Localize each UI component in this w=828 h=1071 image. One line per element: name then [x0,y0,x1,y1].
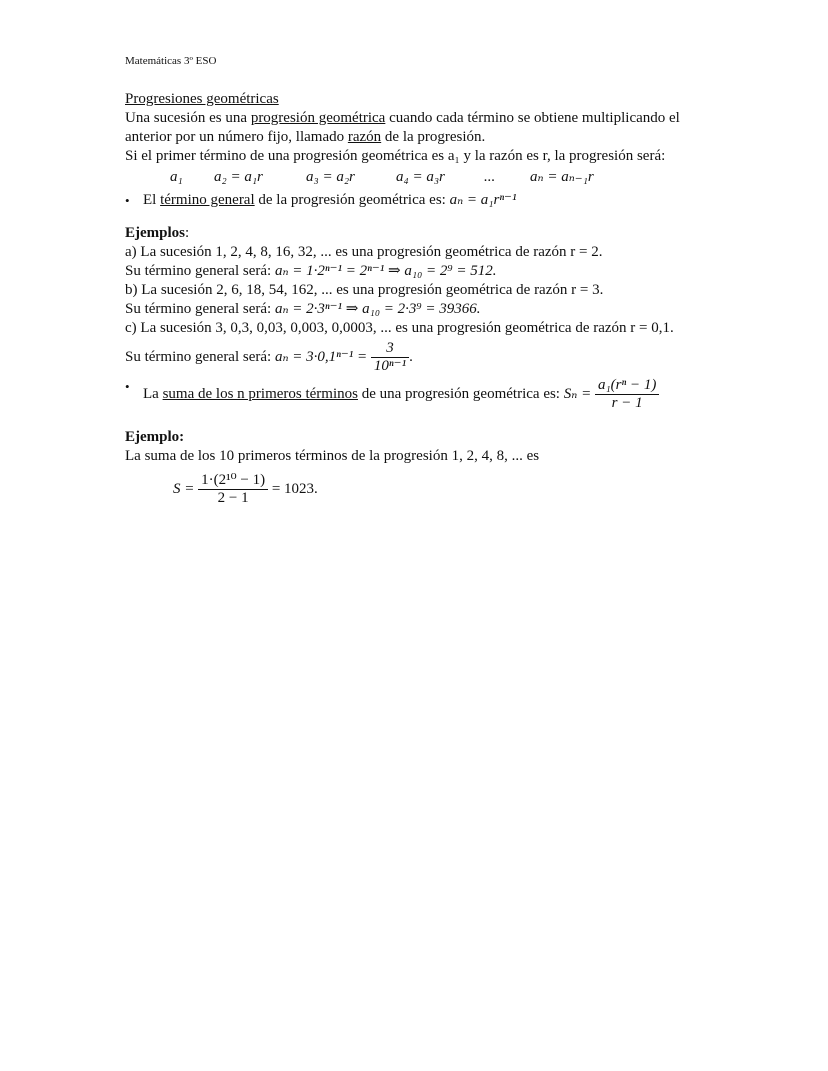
example-a-line: a) La sucesión 1, 2, 4, 8, 16, 32, ... es una progresión geométrica de razón r = 2. [125,244,603,260]
page-header: Matemáticas 3º ESO [125,55,217,67]
sequence-term: aₙ = aₙ₋₁r [530,169,594,185]
intro-text: anterior por un número fijo, llamado [125,129,348,145]
example2-line: La suma de los 10 primeros términos de la progresión 1, 2, 4, 8, ... es [125,448,540,464]
example-c-fraction [371,340,409,375]
term-label: Su término general será: [125,301,275,317]
sequence-term: a₁ [170,169,183,185]
example-b-formula: aₙ = 2·3ⁿ⁻¹ ⇒ a₁₀ = 2·3⁹ = 39366. [274,301,481,317]
sequence-term: a₄ = a₃r [396,169,445,185]
fraction-numerator: a₁(rⁿ − 1) [595,377,659,395]
section-title: Progresiones geométricas [125,91,279,107]
example2-heading [125,428,705,447]
fraction-numerator: 1·(2¹⁰ − 1) [198,472,268,490]
sequence-row [125,168,705,187]
sum-fraction [595,377,659,412]
intro-text: de la progresión. [381,129,486,145]
bullet-text: El [143,192,161,208]
intro-line-2 [125,128,705,147]
general-term-formula: aₙ = a₁rⁿ⁻¹ [449,192,517,208]
example2-title: Ejemplo: [125,429,185,445]
bullet-text: de una progresión geométrica es: [357,385,564,402]
intro-text: cuando cada término se obtiene multiplicando el [385,110,680,126]
example-b-term [125,300,705,319]
example-c-formula: aₙ = 3·0,1ⁿ⁻¹ = [274,348,368,365]
bullet-text: La [143,385,163,402]
intro-line-1 [125,109,705,128]
example2-formula [125,472,705,507]
fraction-denominator: r − 1 [611,395,643,411]
example-c-line: c) La sucesión 3, 0,3, 0,03, 0,003, 0,0003, ... es una progresión geométrica de razón r = 0,1. [125,320,674,336]
examples-title: Ejemplos [125,225,185,241]
fraction-numerator: 3 [371,340,409,358]
example2-fraction [198,472,268,507]
term-termino-general: término general [160,192,255,208]
sum-rule-bullet [125,377,705,412]
fraction-denominator: 10ⁿ⁻¹ [373,358,407,374]
example-c-term [125,340,705,375]
term-suma-n-terminos: suma de los n primeros términos [162,385,358,402]
document-body [125,90,705,507]
term-label: Su término general será: [125,348,275,365]
examples-heading [125,224,705,243]
sum-lhs: S = [173,480,195,497]
example-b-line: b) La sucesión 2, 6, 18, 54, 162, ... es una progresión geométrica de razón r = 3. [125,282,604,298]
sequence-term: a₂ = a₁r [214,169,263,185]
sum-lhs: Sₙ = [563,385,592,402]
examples-colon: : [185,225,190,241]
sequence-term: ... [484,169,496,185]
formula-end: . [409,348,413,365]
example-a-term [125,262,705,281]
example-a-formula: aₙ = 1·2ⁿ⁻¹ = 2ⁿ⁻¹ ⇒ a₁₀ = 2⁹ = 512. [274,263,497,279]
intro-text: Una sucesión es una [125,110,251,126]
bullet-text: de la progresión geométrica es: [254,192,450,208]
sum-result: = 1023. [271,480,318,497]
sequence-term: a₃ = a₂r [306,169,355,185]
term-razon: razón [347,129,382,145]
term-label: Su término general será: [125,263,275,279]
general-term-bullet [125,191,705,210]
term-progresion-geometrica: progresión geométrica [250,110,386,126]
fraction-denominator: 2 − 1 [217,490,249,506]
intro-line-3: Si el primer término de una progresión geométrica es a₁ y la razón es r, la progresión será: [125,148,666,164]
